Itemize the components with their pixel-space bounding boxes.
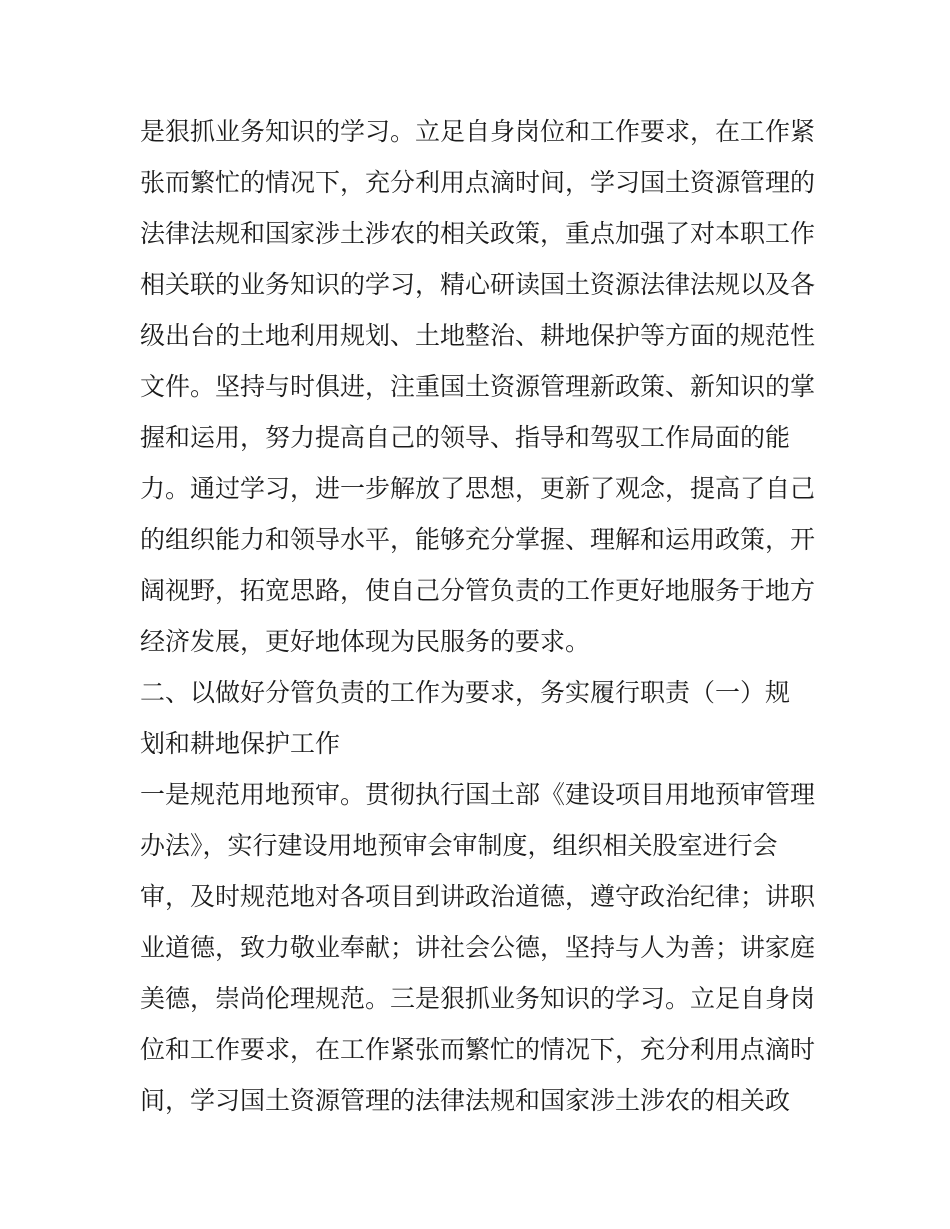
text-line: 阔视野，拓宽思路，使自己分管负责的工作更好地服务于地方 bbox=[140, 576, 816, 605]
text-line: 相关联的业务知识的学习，精心研读国土资源法律法规以及各 bbox=[140, 270, 816, 299]
text-line: 一是规范用地预审。贯彻执行国土部《建设项目用地预审管理 bbox=[140, 780, 816, 809]
text-line: 业道德，致力敬业奉献；讲社会公德，坚持与人为善；讲家庭 bbox=[140, 933, 816, 962]
section-heading-line: 二、以做好分管负责的工作为要求，务实履行职责（一）规 bbox=[140, 678, 791, 707]
text-line: 张而繁忙的情况下，充分利用点滴时间，学习国土资源管理的 bbox=[140, 168, 816, 197]
text-line: 美德，崇尚伦理规范。三是狠抓业务知识的学习。立足自身岗 bbox=[140, 984, 816, 1013]
text-line: 握和运用，努力提高自己的领导、指导和驾驭工作局面的能 bbox=[140, 423, 791, 452]
text-line: 文件。坚持与时俱进，注重国土资源管理新政策、新知识的掌 bbox=[140, 372, 816, 401]
section-heading-line: 划和耕地保护工作 bbox=[140, 729, 341, 758]
document-body bbox=[140, 106, 820, 1126]
text-line: 是狠抓业务知识的学习。立足自身岗位和工作要求，在工作紧 bbox=[140, 117, 816, 146]
text-line: 的组织能力和领导水平，能够充分掌握、理解和运用政策，开 bbox=[140, 525, 816, 554]
text-line: 级出台的土地利用规划、土地整治、耕地保护等方面的规范性 bbox=[140, 321, 816, 350]
text-line: 间，学习国土资源管理的法律法规和国家涉土涉农的相关政 bbox=[140, 1086, 791, 1115]
text-line: 法律法规和国家涉土涉农的相关政策，重点加强了对本职工作 bbox=[140, 219, 816, 248]
text-line: 位和工作要求，在工作紧张而繁忙的情况下，充分利用点滴时 bbox=[140, 1035, 816, 1064]
text-line: 办法》，实行建设用地预审会审制度，组织相关股室进行会 bbox=[140, 831, 778, 860]
text-line: 经济发展，更好地体现为民服务的要求。 bbox=[140, 627, 591, 656]
text-line: 审，及时规范地对各项目到讲政治道德，遵守政治纪律；讲职 bbox=[140, 882, 816, 911]
text-line: 力。通过学习，进一步解放了思想，更新了观念，提高了自己 bbox=[140, 474, 816, 503]
